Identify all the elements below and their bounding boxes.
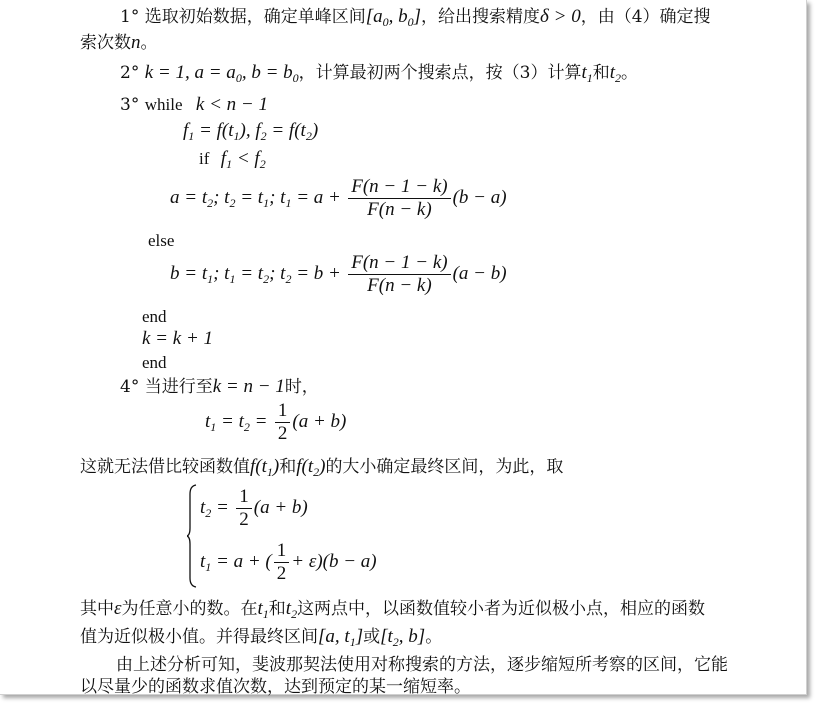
while-condition: k < n − 1 [195,94,268,115]
paragraph-2-line-2 [80,626,442,648]
step-4-text-b: 时， [284,377,319,397]
if-line [199,148,266,170]
update-b-lhs: $b = t_1$; $t_1 = t_2$; $t_2 = b$ + [170,263,341,286]
paragraph-text: 值为近似极小值。并得最终区间 [80,627,318,647]
fraction-denominator: 2 [277,423,288,444]
fraction-numerator: F(n − 1 − k) [348,176,450,199]
step-2-line [120,62,638,84]
step-2-init-formula: k = 1, $a = a_0$, $b = b_0$ [144,62,299,85]
equation-tail: (a + b) [292,411,347,432]
and-text: 和 [268,599,286,619]
interval-2: [$t_2$, b] [380,626,426,649]
system-row-2 [200,540,377,585]
paragraph-text: 以尽量少的函数求值次数，达到预定的某一缩短率。 [80,677,471,697]
fraction-numerator: 1 [275,400,291,423]
step-2-number: 2° [120,63,140,83]
system-row-2-tail: + ε)(b − a) [291,551,377,572]
paragraph-2-line-1 [80,598,705,620]
else-keyword: else [148,231,175,250]
half-fraction [275,400,291,445]
update-a-line [170,176,507,221]
paragraph-3-line-1 [116,654,728,676]
fraction-denominator: F(n − k) [367,275,432,296]
else-line [148,230,174,252]
end-keyword: end [142,307,167,326]
step-2-text: ，计算最初两个搜索点，按（3）计算 [298,63,582,83]
step-1-interval: [$a_0$, $b_0$] [365,6,422,29]
end-line-1 [142,306,167,328]
paragraph-text: 由上述分析可知，斐波那契法使用对称搜索的方法，逐步缩短所考察的区间，它能 [116,655,728,675]
update-b-fraction [348,252,450,297]
system-row-2-lhs: $t_1 = a$ + ( [200,551,272,574]
delta-formula: δ > 0 [540,6,581,27]
fraction-numerator: F(n − 1 − k) [348,252,450,275]
paragraph-3-line-2 [80,676,471,698]
step-3-while-line [120,94,268,116]
end-keyword: end [142,353,167,372]
step-1-text-c: ，由（4）确定搜 [580,7,711,27]
step-1-number: 1° [120,7,140,27]
epsilon-symbol: ε [114,598,122,619]
paragraph-text: 为任意小的数。在 [121,599,258,619]
step-2-end: 。 [621,63,639,83]
half-fraction [274,540,290,585]
fraction-numerator: 1 [236,486,252,509]
step-1-end: 。 [140,33,158,53]
system-row-1 [200,486,308,531]
step-4-number: 4° [120,377,140,397]
interval-1: [a, $t_1$] [318,626,364,649]
step-1-text-b: ，给出搜索精度 [421,7,541,27]
paragraph-text-b: 的大小确定最终区间，为此，取 [325,457,564,477]
fraction-denominator: 2 [239,509,249,530]
k-increment-line [142,328,213,350]
system-row-1-tail: (a + b) [253,497,308,518]
t1-symbol: $t_1$ [257,598,269,621]
system-row-1-lhs: $t_2$ = [200,497,229,520]
step-4-line [120,376,319,398]
step-3-number: 3° [120,95,140,115]
paragraph-end: 。 [425,627,443,647]
and-text: 和 [592,63,610,83]
fraction-denominator: F(n − k) [367,199,432,220]
step-1-line-2 [80,32,158,54]
paragraph-1 [80,456,563,478]
while-keyword: while [144,95,183,114]
if-condition: $f_1 < f_2$ [220,148,266,171]
end-line-2 [142,352,167,374]
t2-symbol: $t_2$ [285,598,298,621]
step-4-text: 当进行至 [144,377,213,397]
f-t2-symbol: $f(t_2)$ [296,456,326,479]
t2-symbol: $t_2$ [609,62,622,85]
n-symbol: n [131,32,141,53]
paragraph-text: 其中 [80,599,114,619]
half-fraction [236,486,252,531]
paragraph-text: 这两点中，以函数值较小者为近似极小点，相应的函数 [297,599,706,619]
f-eval-line [183,120,318,142]
if-keyword: if [199,149,210,168]
k-increment-formula: k = k + 1 [142,328,214,349]
f-eval-formula: $f_1 = f(t_1)$, $f_2 = f(t_2)$ [183,120,319,143]
fraction-denominator: 2 [276,563,287,584]
and-text: 和 [279,457,297,477]
t1-symbol: $t_1$ [581,62,593,85]
update-b-line [170,252,507,297]
step-4-equation [205,400,346,445]
fraction-numerator: 1 [274,540,290,563]
update-a-tail: (b − a) [452,187,507,208]
step-4-condition: k = n − 1 [212,376,285,397]
update-a-fraction [348,176,450,221]
f-t1-symbol: $f(t_1)$ [250,456,280,479]
step-1-line-1 [120,6,711,28]
update-b-tail: (a − b) [452,263,507,284]
step-1-text: 选取初始数据，确定单峰区间 [144,7,366,27]
step-1-text-d: 索次数 [80,33,131,53]
or-text: 或 [363,627,381,647]
equation-lhs: $t_1 = t_2$ = [205,411,268,434]
paragraph-text: 这就无法借比较函数值 [80,457,250,477]
update-a-lhs: $a = t_2$; $t_2 = t_1$; $t_1 = a$ + [170,187,341,210]
left-brace-icon [187,484,197,588]
